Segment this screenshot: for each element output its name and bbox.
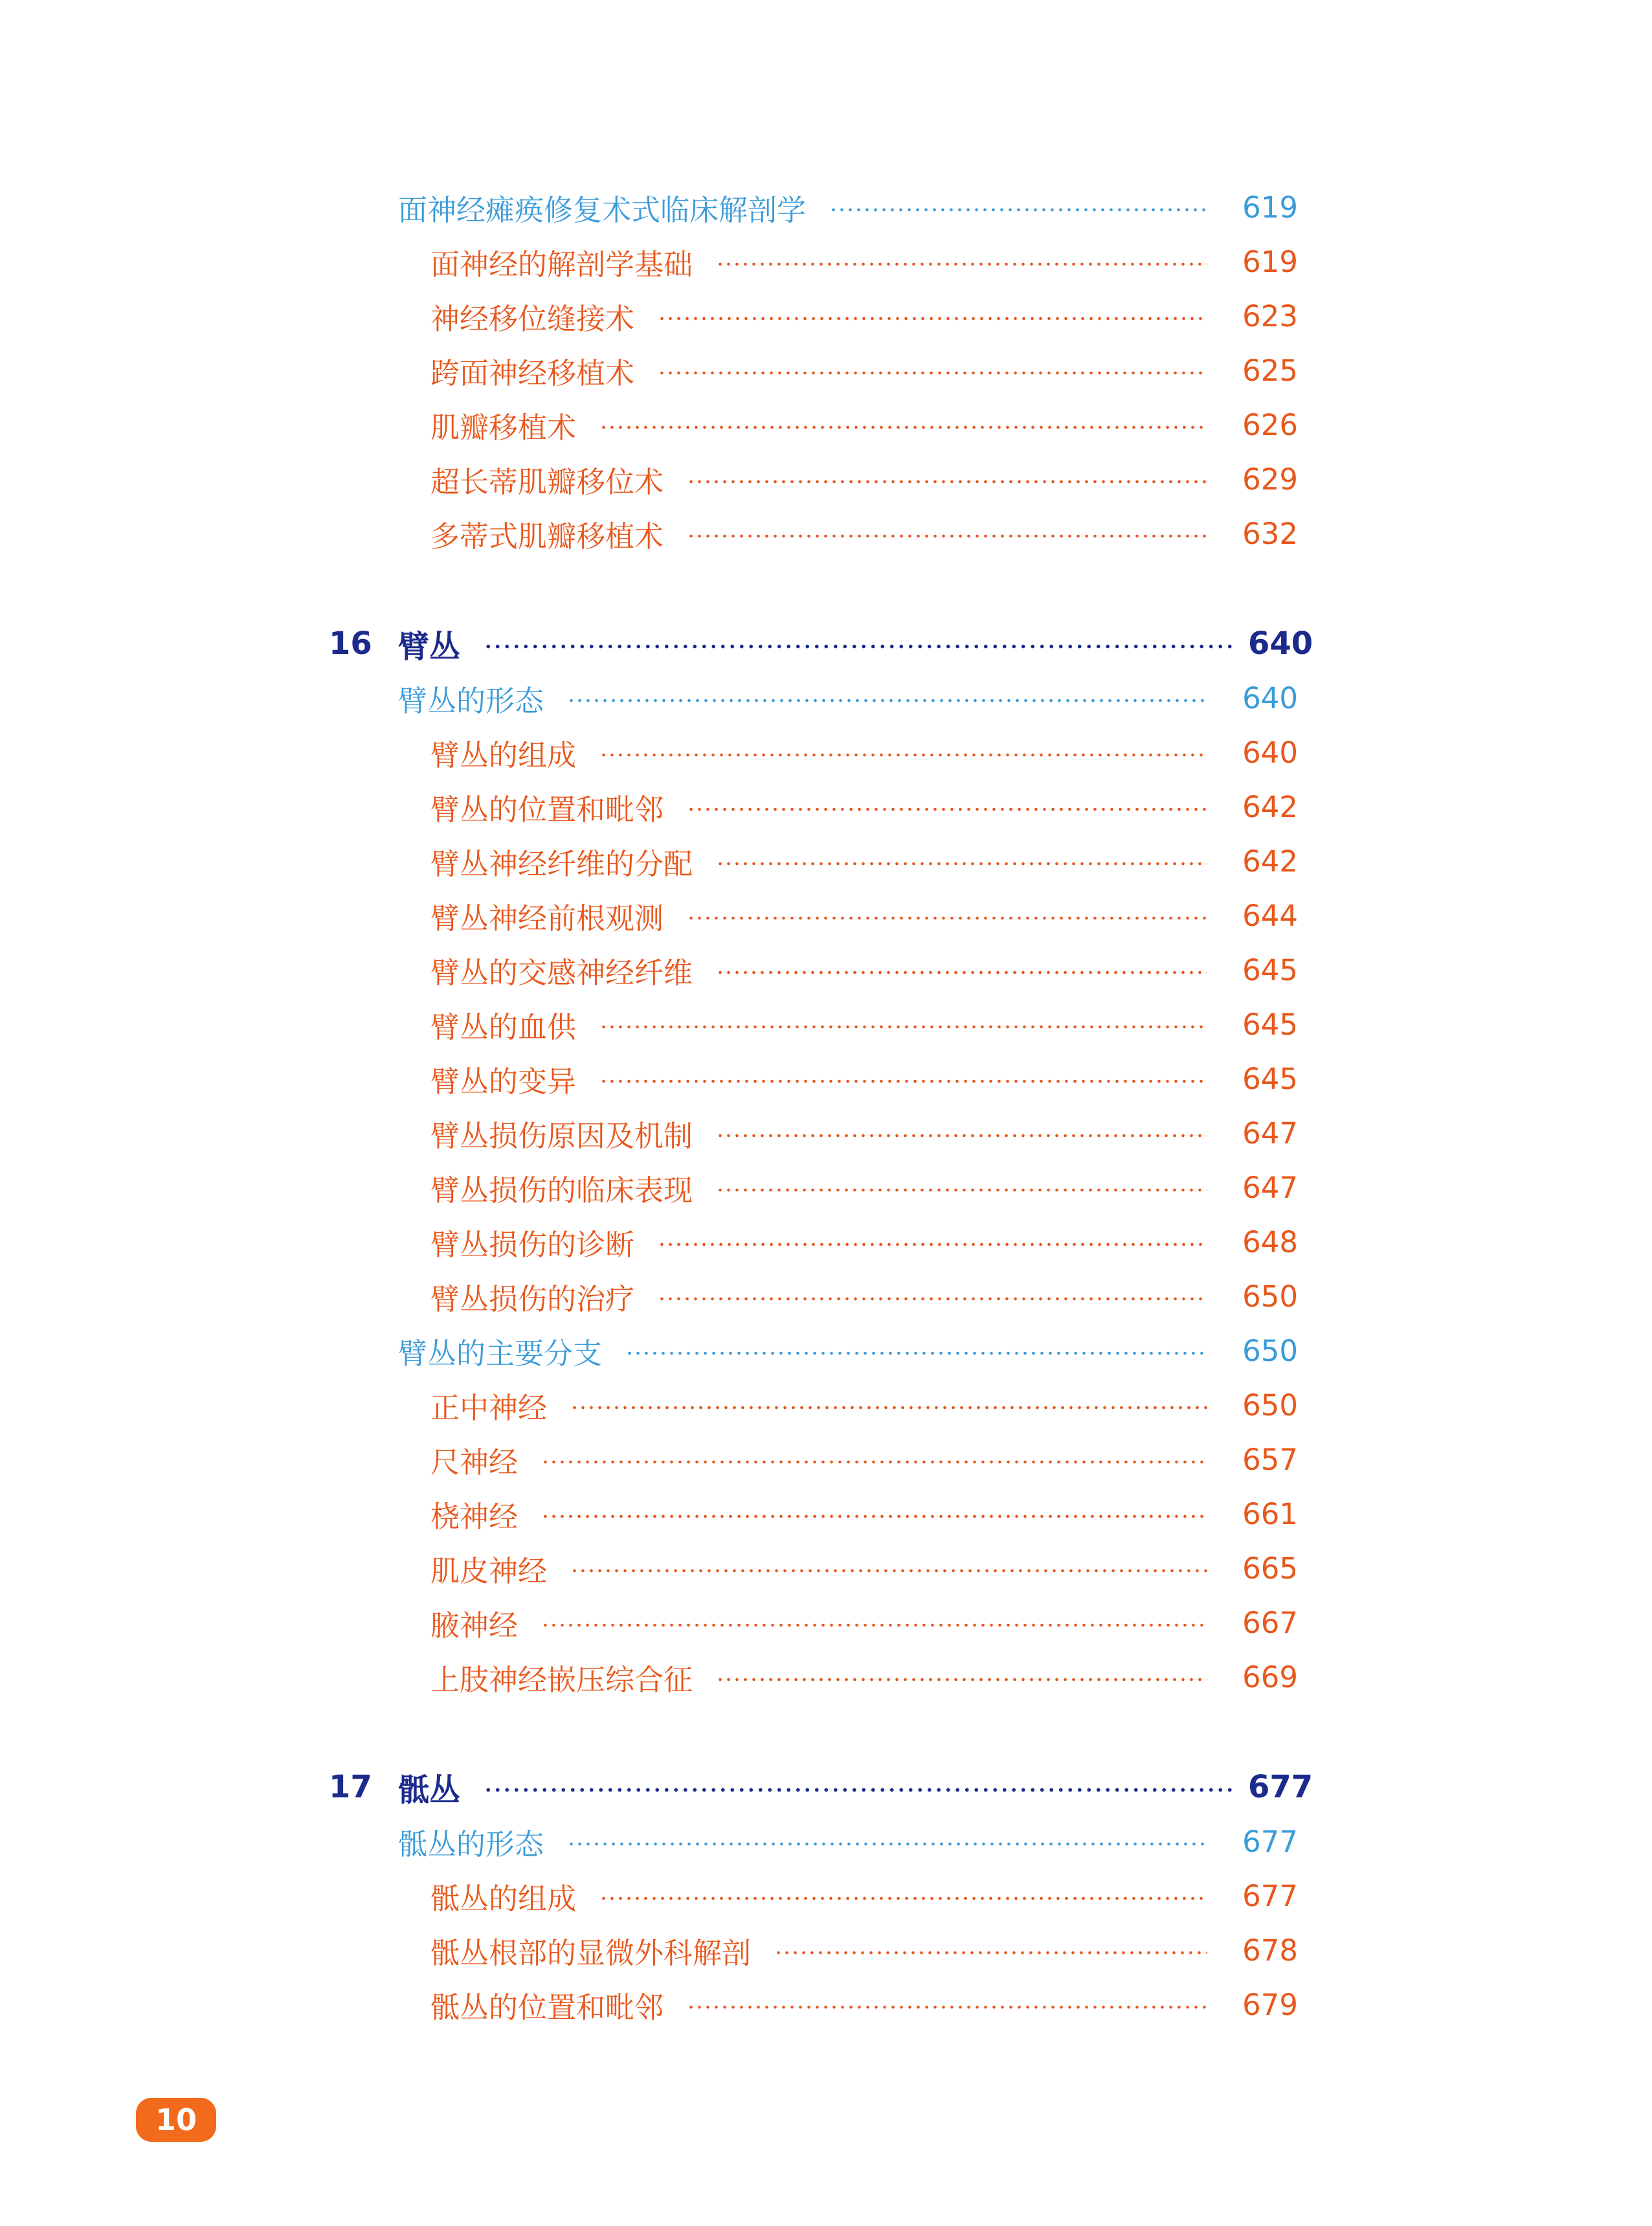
toc-entry-page: 647: [1242, 1170, 1298, 1205]
toc-subsection[interactable]: [430, 783, 1298, 830]
toc-entry-title: 桡神经: [430, 1499, 519, 1534]
dot-leader: [599, 1896, 1207, 1900]
toc-entry-title: 臂丛的血供: [430, 1009, 577, 1044]
toc-subsection[interactable]: [430, 1872, 1298, 1919]
toc-entry-page: 661: [1242, 1496, 1298, 1531]
toc-subsection[interactable]: [430, 1545, 1298, 1591]
dot-leader: [716, 1188, 1207, 1192]
toc-subsection[interactable]: [430, 401, 1298, 448]
toc-entry-title: 超长蒂肌瓣移位术: [430, 464, 664, 499]
toc-entry-page: 665: [1242, 1551, 1298, 1586]
toc-subsection[interactable]: [430, 1110, 1298, 1156]
toc-entry-title: 面神经瘫痪修复术式临床解剖学: [398, 192, 807, 227]
toc-entry-page: 647: [1242, 1116, 1298, 1151]
toc-subsection[interactable]: [430, 1382, 1298, 1428]
toc-entry-title: 骶丛的组成: [430, 1881, 577, 1916]
toc-entry-title: 臂丛的交感神经纤维: [430, 955, 693, 990]
dot-leader: [716, 1678, 1207, 1681]
page-number-badge: 10: [136, 2098, 216, 2142]
toc-entry-title: 臂丛的形态: [398, 683, 544, 718]
dot-leader: [484, 644, 1236, 649]
dot-leader: [541, 1623, 1207, 1627]
toc-entry-title: 臂丛损伤的治疗: [430, 1281, 635, 1316]
toc-section[interactable]: [398, 1818, 1298, 1865]
dot-leader: [716, 262, 1207, 266]
dot-leader: [658, 317, 1207, 320]
toc-entry-page: 645: [1242, 1061, 1298, 1096]
toc-entry-page: 669: [1242, 1659, 1298, 1694]
toc-entry-title: 上肢神经嵌压综合征: [430, 1662, 693, 1697]
toc-entry-title: 跨面神经移植术: [430, 355, 635, 390]
toc-entry-page: 640: [1242, 680, 1298, 715]
dot-leader: [570, 1569, 1207, 1573]
toc-entry-page: 619: [1242, 190, 1298, 225]
toc-subsection[interactable]: [430, 456, 1298, 502]
toc-subsection[interactable]: [430, 1001, 1298, 1048]
dot-leader: [541, 1514, 1207, 1518]
toc-entry-page: 642: [1242, 844, 1298, 879]
toc-section[interactable]: [398, 184, 1298, 230]
toc-subsection[interactable]: [430, 729, 1298, 776]
toc-entry-page: 644: [1242, 898, 1298, 933]
dot-leader: [658, 1242, 1207, 1246]
toc-entry-page: 677: [1242, 1824, 1298, 1859]
dot-leader: [599, 425, 1207, 429]
toc-entry-title: 骶丛根部的显微外科解剖: [430, 1935, 752, 1970]
toc-entry-title: 臂丛损伤的临床表现: [430, 1173, 693, 1208]
toc-entry-title: 多蒂式肌瓣移植术: [430, 519, 664, 554]
toc-entry-page: 667: [1242, 1605, 1298, 1640]
toc-entry-title: 骶丛: [398, 1771, 461, 1808]
toc-chapter[interactable]: [329, 1764, 1313, 1810]
dot-leader: [599, 753, 1207, 757]
toc-entry-page: 623: [1242, 298, 1298, 333]
dot-leader: [570, 1406, 1207, 1410]
toc-subsection[interactable]: [430, 1981, 1298, 2028]
toc-entry-title: 肌皮神经: [430, 1553, 548, 1588]
toc-subsection[interactable]: [430, 1164, 1298, 1211]
dot-leader: [716, 971, 1207, 974]
toc-entry-page: 648: [1242, 1224, 1298, 1259]
toc-entry-page: 626: [1242, 407, 1298, 442]
dot-leader: [541, 1460, 1207, 1464]
toc-subsection[interactable]: [430, 1273, 1298, 1320]
toc-entry-title: 正中神经: [430, 1390, 548, 1425]
toc-chapter[interactable]: [329, 620, 1313, 667]
toc-subsection[interactable]: [430, 293, 1298, 339]
toc-entry-page: 679: [1242, 1987, 1298, 2022]
toc-entry-title: 面神经的解剖学基础: [430, 247, 693, 282]
dot-leader: [716, 1134, 1207, 1138]
dot-leader: [716, 862, 1207, 866]
toc-subsection[interactable]: [430, 838, 1298, 884]
chapter-number: 17: [329, 1769, 372, 1805]
toc-entry-page: 632: [1242, 516, 1298, 551]
toc-subsection[interactable]: [430, 947, 1298, 993]
toc-entry-page: 677: [1242, 1878, 1298, 1913]
toc-entry-page: 640: [1248, 625, 1313, 662]
toc-entry-page: 642: [1242, 789, 1298, 824]
dot-leader: [687, 480, 1207, 484]
toc-subsection[interactable]: [430, 1490, 1298, 1537]
dot-leader: [658, 371, 1207, 375]
toc-subsection[interactable]: [430, 1599, 1298, 1646]
toc-entry-title: 臂丛的组成: [430, 737, 577, 772]
dot-leader: [687, 2005, 1207, 2009]
dot-leader: [829, 208, 1207, 212]
toc-subsection[interactable]: [430, 238, 1298, 285]
toc-entry-page: 625: [1242, 353, 1298, 388]
toc-entry-title: 臂丛的位置和毗邻: [430, 792, 664, 827]
dot-leader: [687, 534, 1207, 538]
dot-leader: [599, 1025, 1207, 1029]
toc-subsection[interactable]: [430, 1055, 1298, 1102]
chapter-number: 16: [329, 625, 372, 662]
toc-subsection[interactable]: [430, 347, 1298, 394]
toc-entry-page: 650: [1242, 1333, 1298, 1368]
toc-entry-page: 629: [1242, 462, 1298, 497]
toc-subsection[interactable]: [430, 1654, 1298, 1700]
dot-leader: [687, 807, 1207, 811]
dot-leader: [567, 699, 1207, 703]
toc-subsection[interactable]: [430, 1436, 1298, 1483]
toc-entry-page: 619: [1242, 244, 1298, 279]
toc-section[interactable]: [398, 675, 1298, 721]
toc-entry-title: 臂丛的主要分支: [398, 1336, 603, 1371]
toc-subsection[interactable]: [430, 1219, 1298, 1265]
toc-entry-title: 神经移位缝接术: [430, 301, 635, 336]
toc-entry-page: 645: [1242, 1007, 1298, 1042]
toc-entry-title: 臂丛: [398, 628, 461, 665]
dot-leader: [484, 1788, 1236, 1792]
dot-leader: [599, 1079, 1207, 1083]
toc-subsection[interactable]: [430, 892, 1298, 939]
dot-leader: [567, 1842, 1207, 1846]
toc-entry-page: 645: [1242, 952, 1298, 987]
toc-entry-title: 骶丛的形态: [398, 1827, 544, 1861]
toc-entry-page: 650: [1242, 1279, 1298, 1314]
toc-entry-title: 臂丛损伤的诊断: [430, 1227, 635, 1262]
toc-entry-title: 臂丛神经纤维的分配: [430, 846, 693, 881]
dot-leader: [774, 1951, 1207, 1955]
toc-entry-title: 骶丛的位置和毗邻: [430, 1990, 664, 2025]
toc-entry-title: 臂丛损伤原因及机制: [430, 1118, 693, 1153]
dot-leader: [658, 1297, 1207, 1301]
toc-entry-page: 640: [1242, 735, 1298, 770]
toc-entry-title: 臂丛的变异: [430, 1064, 577, 1099]
dot-leader: [687, 916, 1207, 920]
toc-entry-title: 腋神经: [430, 1608, 519, 1643]
toc-section[interactable]: [398, 1327, 1298, 1374]
toc-entry-title: 臂丛神经前根观测: [430, 901, 664, 936]
toc-subsection[interactable]: [430, 1927, 1298, 1973]
toc-entry-page: 677: [1248, 1769, 1313, 1805]
toc-entry-page: 678: [1242, 1933, 1298, 1968]
toc-entry-page: 657: [1242, 1442, 1298, 1477]
toc-entry-page: 650: [1242, 1388, 1298, 1422]
toc-entry-title: 肌瓣移植术: [430, 410, 577, 445]
toc-subsection[interactable]: [430, 510, 1298, 557]
dot-leader: [625, 1351, 1207, 1355]
toc-entry-title: 尺神经: [430, 1445, 519, 1479]
